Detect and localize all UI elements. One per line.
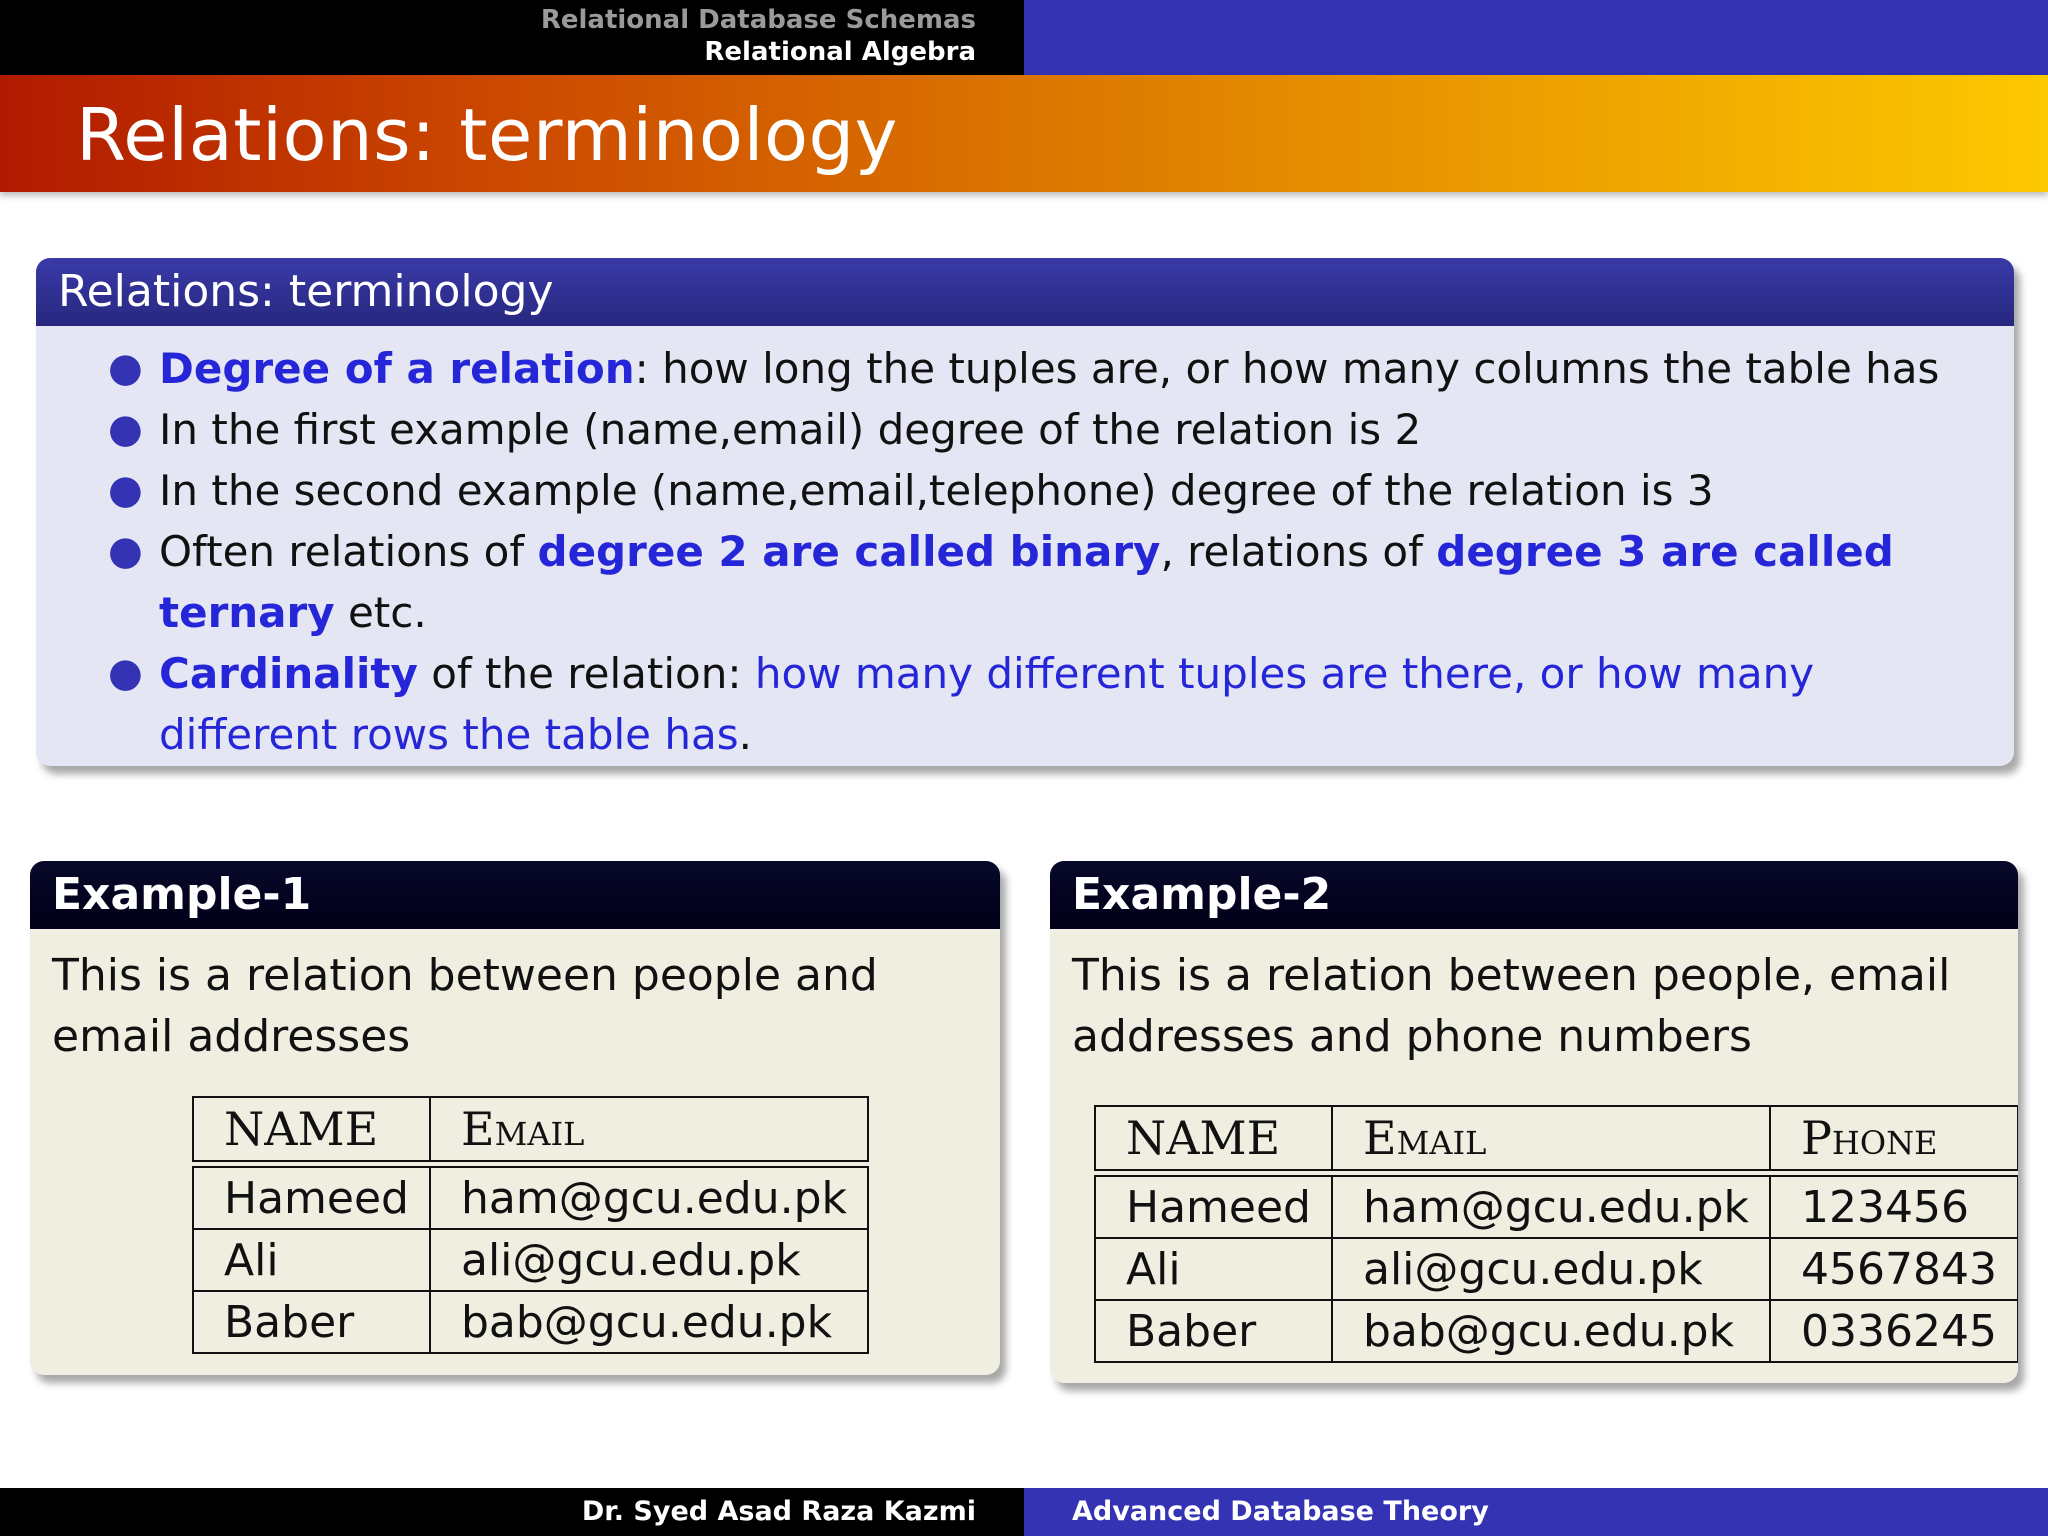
list-item [36, 399, 2014, 460]
footer-course: Advanced Database Theory [1024, 1488, 2048, 1536]
example2-description: This is a relation between people, email addresses and phone numbers [1072, 950, 1951, 1062]
example2-title: Example-2 [1050, 861, 2018, 929]
header-nav-left [0, 0, 1024, 75]
frame-title-bar [0, 75, 2048, 192]
bullet-icon: ● [108, 650, 143, 696]
example2-table [1094, 1105, 2018, 1363]
term-cardinality: Cardinality [159, 649, 418, 698]
cell-name: Ali [193, 1229, 430, 1291]
cell-email: bab@gcu.edu.pk [1332, 1300, 1770, 1362]
column-header-email: Email [430, 1097, 868, 1161]
header-nav-right [1024, 0, 2048, 75]
table-row [193, 1167, 868, 1229]
terminology-block-title: Relations: terminology [36, 258, 2014, 326]
bullet-icon: ● [108, 467, 143, 513]
item-text: , relations of [1160, 527, 1437, 576]
cell-phone: 4567843 [1770, 1238, 2018, 1300]
frame-title: Relations: terminology [76, 93, 898, 177]
column-header-email: Email [1332, 1106, 1770, 1170]
list-item [36, 521, 2014, 643]
table-row [1095, 1238, 2018, 1300]
cell-name: Baber [1095, 1300, 1332, 1362]
item-text: : how long the tuples are, or how many columns the table has [634, 344, 1940, 393]
column-header-name: NAME [193, 1097, 430, 1161]
nav-subsection[interactable]: Relational Algebra [704, 37, 976, 67]
cell-email: ali@gcu.edu.pk [430, 1229, 868, 1291]
table-row [1095, 1300, 2018, 1362]
cell-name: Hameed [193, 1167, 430, 1229]
bullet-icon: ● [108, 528, 143, 574]
item-text: In the second example (name,email,telephone) degree of the relation is 3 [159, 466, 1714, 515]
cell-email: ali@gcu.edu.pk [1332, 1238, 1770, 1300]
item-text: Often relations of [159, 527, 538, 576]
list-item [36, 643, 2014, 765]
item-text: . [738, 710, 752, 759]
list-item [36, 460, 2014, 521]
bullet-icon: ● [108, 406, 143, 452]
column-header-phone: Phone [1770, 1106, 2018, 1170]
term-binary: degree 2 are called binary [537, 527, 1161, 576]
example1-table [192, 1096, 869, 1354]
cardinality-definition: how many different tuples are there, or how many different rows the table has [159, 649, 1815, 759]
terminology-list [36, 326, 2014, 765]
terminology-block [36, 258, 2014, 766]
item-text: of the relation: [417, 649, 755, 698]
cell-email: bab@gcu.edu.pk [430, 1291, 868, 1353]
table-header-row [193, 1097, 868, 1161]
item-text: In the first example (name,email) degree of the relation is 2 [159, 405, 1422, 454]
cell-name: Ali [1095, 1238, 1332, 1300]
example1-title: Example-1 [30, 861, 1000, 929]
column-header-name: NAME [1095, 1106, 1332, 1170]
term-degree: Degree of a relation [159, 344, 635, 393]
cell-name: Baber [193, 1291, 430, 1353]
cell-name: Hameed [1095, 1176, 1332, 1238]
list-item [36, 338, 2014, 399]
footer-author: Dr. Syed Asad Raza Kazmi [0, 1488, 1024, 1536]
table-row [193, 1291, 868, 1353]
bullet-icon: ● [108, 345, 143, 391]
nav-section[interactable]: Relational Database Schemas [540, 5, 976, 35]
cell-email: ham@gcu.edu.pk [1332, 1176, 1770, 1238]
example1-block [30, 861, 1000, 1375]
table-row [1095, 1176, 2018, 1238]
cell-phone: 0336245 [1770, 1300, 2018, 1362]
table-header-row [1095, 1106, 2018, 1170]
cell-email: ham@gcu.edu.pk [430, 1167, 868, 1229]
table-row [193, 1229, 868, 1291]
example1-description: This is a relation between people and email addresses [52, 950, 878, 1062]
cell-phone: 123456 [1770, 1176, 2018, 1238]
item-text: etc. [334, 588, 427, 637]
term-ternary: degree 3 are called ternary [159, 527, 1894, 637]
example2-block [1050, 861, 2018, 1383]
